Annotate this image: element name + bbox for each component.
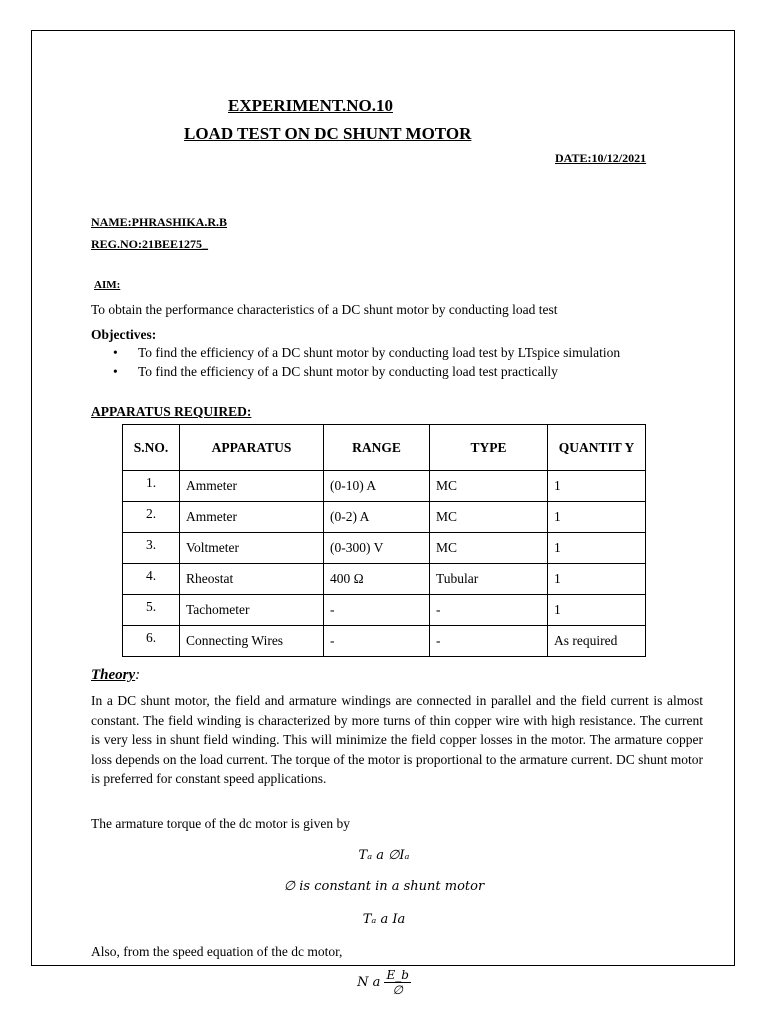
objectives-heading: Objectives: — [91, 327, 157, 342]
table-row: 6. Connecting Wires - - As required — [123, 626, 646, 657]
student-name: NAME:PHRASHIKA.R.B — [91, 215, 228, 229]
header-apparatus: APPARATUS — [180, 425, 324, 471]
apparatus-table — [122, 424, 646, 657]
header-sno: S.NO. — [123, 425, 180, 471]
experiment-title: LOAD TEST ON DC SHUNT MOTOR — [184, 124, 472, 143]
theory-paragraph: In a DC shunt motor, the field and armature windings are connected in parallel and the field current is almost constant. The field winding is characterized by more turns of thin copper wire with high resistance. The current is very less in shunt field winding. This will minimize the field copper losses in the motor. The armature copper loss depends on the load current. The torque of the motor is proportional to the armature current. DC shunt motor is preferred for constant speed applications. — [91, 693, 703, 787]
objective-item: • To find the efficiency of a DC shunt motor by conducting load test by LTspice simulation — [113, 345, 621, 360]
experiment-number: EXPERIMENT.NO.10 — [228, 96, 393, 115]
speed-intro: Also, from the speed equation of the dc motor, — [91, 944, 343, 959]
table-row: 4. Rheostat 400 Ω Tubular 1 — [123, 564, 646, 595]
torque-intro: The armature torque of the dc motor is given by — [91, 816, 351, 831]
register-number: REG.NO:21BEE1275_ — [91, 237, 209, 251]
equation-speed: N a $\frac{E\_b}{\emptyset}$ — [357, 968, 409, 997]
bullet-icon: • — [113, 345, 118, 360]
objectives-list — [91, 345, 651, 383]
header-quantity: QUANTIT Y — [548, 425, 646, 471]
objective-item: • To find the efficiency of a DC shunt motor by conducting load test practically — [113, 364, 558, 379]
equation-flux-constant: ∅ is constant in a shunt motor — [283, 879, 485, 894]
date: DATE:10/12/2021 — [555, 151, 647, 165]
table-header-row — [123, 425, 646, 471]
table-row: 3. Voltmeter (0-300) V MC 1 — [123, 533, 646, 564]
apparatus-heading: APPARATUS REQUIRED: — [91, 404, 252, 419]
fraction: $\frac{E\_b}{\emptyset}$ — [386, 968, 409, 997]
bullet-icon: • — [113, 364, 118, 379]
aim-heading: AIM: — [94, 279, 121, 291]
table-row: 1. Ammeter (0-10) A MC 1 — [123, 471, 646, 502]
table-row: 2. Ammeter (0-2) A MC 1 — [123, 502, 646, 533]
equation-torque-flux: Tₐ a ∅Iₐ — [358, 848, 410, 863]
aim-text: To obtain the performance characteristics of a DC shunt motor by conducting load test — [91, 302, 558, 317]
theory-heading: Theory: — [91, 667, 141, 683]
header-type: TYPE — [430, 425, 548, 471]
equation-torque-current: Tₐ a Ia — [362, 912, 406, 927]
header-range: RANGE — [324, 425, 430, 471]
table-row: 5. Tachometer - - 1 — [123, 595, 646, 626]
